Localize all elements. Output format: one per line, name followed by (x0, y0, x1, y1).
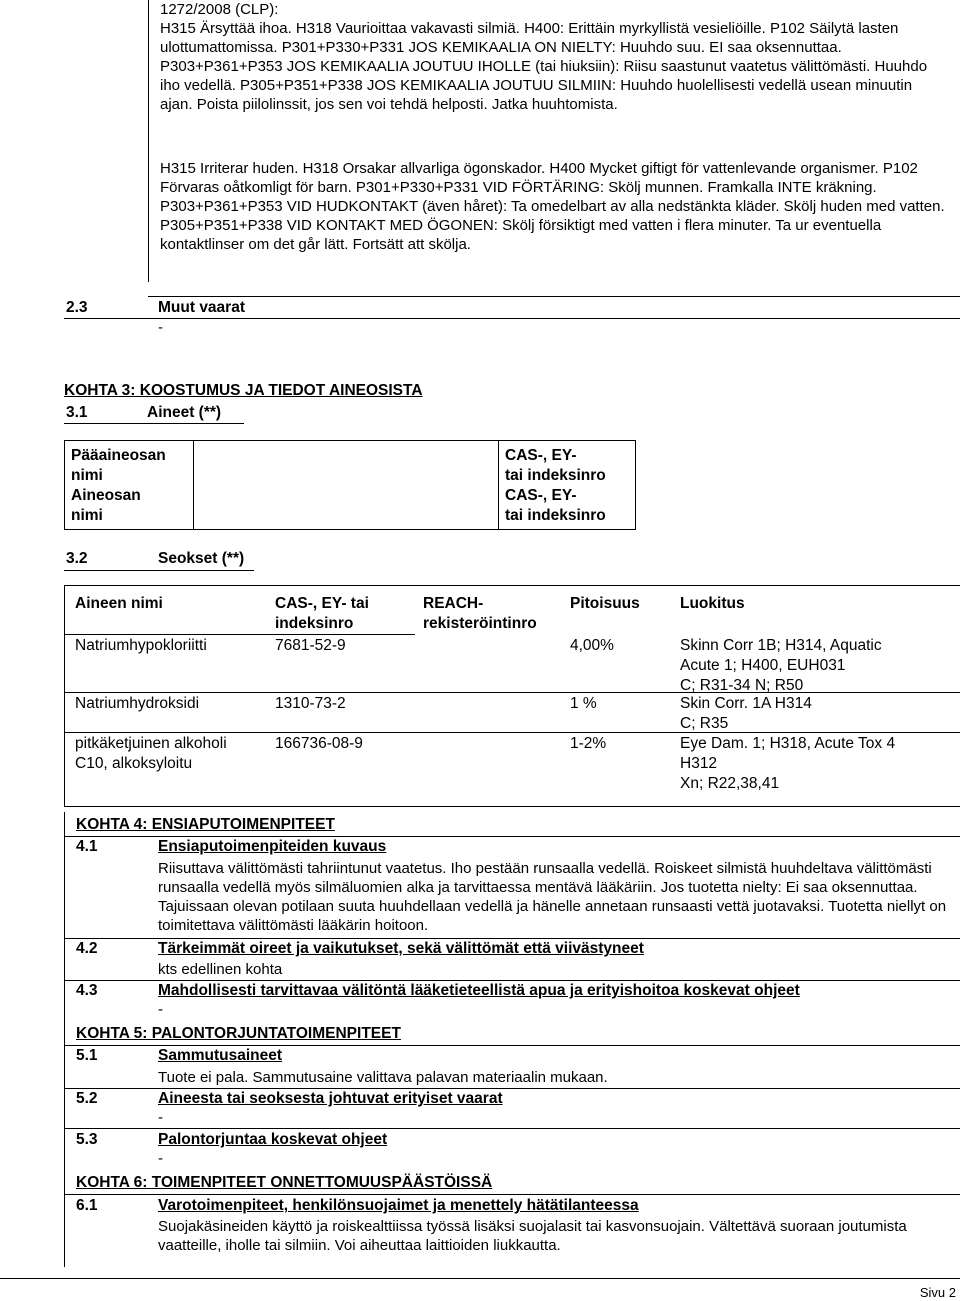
table-divider (498, 441, 499, 529)
table-cell: Skin Corr. 1A H314 C; R35 (680, 695, 812, 732)
section-title: Palontorjuntaa koskevat ohjeet (158, 1131, 388, 1148)
section-title: Muut vaarat (158, 299, 245, 316)
table-cell: 1310-73-2 (275, 695, 346, 712)
table-cell: 1 % (570, 695, 597, 712)
divider (64, 1194, 960, 1195)
table-cell: Skinn Corr 1B; H314, Aquatic Acute 1; H400, EUH031 C; R31-34 N; R50 (680, 637, 882, 694)
section-number: 4.2 (76, 940, 98, 957)
page-number: Sivu 2 (919, 1285, 956, 1300)
chapter-heading: KOHTA 6: TOIMENPITEET ONNETTOMUUSPÄÄSTÖISSÄ (76, 1174, 493, 1191)
section-title: Aineesta tai seoksesta johtuvat erityiset vaarat (158, 1090, 503, 1107)
substances-table (64, 440, 636, 530)
table-cell: 7681-52-9 (275, 637, 346, 654)
hazard-text-swedish: H315 Irriterar huden. H318 Orsakar allvarliga ögonskador. H400 Mycket giftigt för vattenlevande organismer. P102 Förvaras oåtkomligt för barn. P301+P330+P331 VID FÖRTÄRING: Skölj munnen. Framkalla INTE kräkning. P303+P361+P353 VID HUDKONTAKT (även håret): Ta omedelbart av alla nedstänkta kläder. Skölj huden med vatten. P305+P351+P338 VID KONTAKT MED ÖGONEN: Skölj försiktigt med vatten i flera minuter. Ta ur eventuella kontaktlinser om det går lätt. Fortsätt att skölja. (160, 160, 945, 253)
section-number: 2.3 (66, 299, 88, 316)
section-title: Ensiaputoimenpiteiden kuvaus (158, 838, 387, 855)
section-number: 5.3 (76, 1131, 98, 1148)
table-header: Pitoisuus (570, 595, 640, 612)
table-header: Luokitus (680, 595, 745, 612)
divider (64, 836, 960, 837)
section-number: 5.1 (76, 1047, 98, 1064)
table-cell-label: Pääaineosan nimi Aineosan nimi (71, 447, 166, 524)
chapter-heading: KOHTA 5: PALONTORJUNTATOIMENPITEET (76, 1025, 401, 1042)
section-body: Suojakäsineiden käyttö ja roiskealttiissa työssä lisäksi suojalasit tai kasvonsuojain. Vältettävä suoraan joutumista vaatteille, iholle tai silmiin. Voi aiheuttaa laittioiden liukkautta. (158, 1218, 907, 1254)
section-title: Aineet (**) (147, 404, 222, 421)
table-header: CAS-, EY- tai indeksinro (275, 595, 369, 632)
table-cell: 166736-08-9 (275, 735, 363, 752)
section-number: 3.2 (66, 550, 88, 567)
table-cell-label: CAS-, EY- tai indeksinro CAS-, EY- tai indeksinro (505, 447, 606, 524)
mixtures-table (64, 585, 960, 807)
row-divider (65, 732, 960, 733)
divider (148, 296, 960, 297)
section-body: - (158, 1109, 163, 1126)
section-title: Mahdollisesti tarvittavaa välitöntä lääketieteellistä apua ja erityishoitoa koskevat ohjeet (158, 982, 800, 999)
table-header: REACH- rekisteröintinro (423, 595, 537, 632)
section-title: Seokset (**) (158, 550, 245, 567)
divider (64, 938, 960, 939)
section-number: 4.3 (76, 982, 98, 999)
divider (64, 1045, 960, 1046)
divider (64, 1088, 960, 1089)
divider (64, 570, 254, 571)
row-divider (65, 634, 415, 635)
divider (64, 980, 960, 981)
table-cell: Eye Dam. 1; H318, Acute Tox 4 H312 Xn; R22,38,41 (680, 735, 896, 792)
section-body: Tuote ei pala. Sammutusaine valittava palavan materiaalin mukaan. (158, 1069, 608, 1086)
table-cell: 1-2% (570, 735, 607, 752)
divider (64, 1128, 960, 1129)
divider (64, 423, 244, 424)
table-cell: Natriumhydroksidi (75, 695, 200, 712)
section-body: - (158, 1001, 163, 1018)
section-body: - (158, 319, 163, 336)
hazard-text-finnish: H315 Ärsyttää ihoa. H318 Vaurioittaa vakavasti silmiä. H400: Erittäin myrkyllistä vesieliöille. P102 Säilytä lasten ulottumattomissa. P301+P330+P331 JOS KEMIKAALIA ON NIELTY: Huuhdo suu. EI saa oksennuttaa. P303+P361+P353 JOS KEMIKAALIA JOUTUU IHOLLE (tai hiuksiin): Riisu saastunut vaatetus välittömästi. Huuhdo iho vedellä. P305+P351+P338 JOS KEMIKAALIA JOUTUU SILMIIN: Huuhdo huolellisesti vedellä usean minuutin ajan. Poista piilolinssit, jos sen voi tehdä helposti. Jatka huuhtomista. (160, 20, 928, 113)
section-title: Varotoimenpiteet, henkilönsuojaimet ja menettely hätätilanteessa (158, 1197, 639, 1214)
footer-rule (0, 1278, 960, 1279)
divider (64, 318, 960, 319)
section-body: - (158, 1150, 163, 1167)
clp-line: 1272/2008 (CLP): (160, 1, 279, 18)
section-number: 5.2 (76, 1090, 98, 1107)
table-cell: 4,00% (570, 637, 614, 654)
table-divider (193, 441, 194, 529)
table-cell: pitkäketjuinen alkoholi C10, alkoksyloitu (75, 735, 227, 772)
section-body: Riisuttava välittömästi tahriintunut vaatetus. Iho pestään runsaalla vedellä. Roiskeet silmistä huuhdeltava välittömästi runsaalla vedellä myös silmäluomien alka ja tarvittaessa mentävä lääkäriin. Jos tuotetta nielty: Ei saa oksennuttaa. Tajuissaan olevan potilaan suuta huuhdellaan vedellä ja hänelle annetaan runsaasti vettä juotavaksi. Tuotetta niellyt on toimitettava välittömästi lääkärin hoitoon. (158, 860, 947, 934)
table-header: Aineen nimi (75, 595, 163, 612)
section-number: 4.1 (76, 838, 98, 855)
section-number: 6.1 (76, 1197, 98, 1214)
section-title: Sammutusaineet (158, 1047, 283, 1064)
chapter-heading: KOHTA 4: ENSIAPUTOIMENPITEET (76, 816, 335, 833)
section-number: 3.1 (66, 404, 88, 421)
chapter-heading: KOHTA 3: KOOSTUMUS JA TIEDOT AINEOSISTA (64, 382, 423, 399)
row-divider (65, 692, 960, 693)
section-body: kts edellinen kohta (158, 961, 283, 978)
section-title: Tärkeimmät oireet ja vaikutukset, sekä välittömät että viivästyneet (158, 940, 644, 957)
table-cell: Natriumhypokloriitti (75, 637, 207, 654)
